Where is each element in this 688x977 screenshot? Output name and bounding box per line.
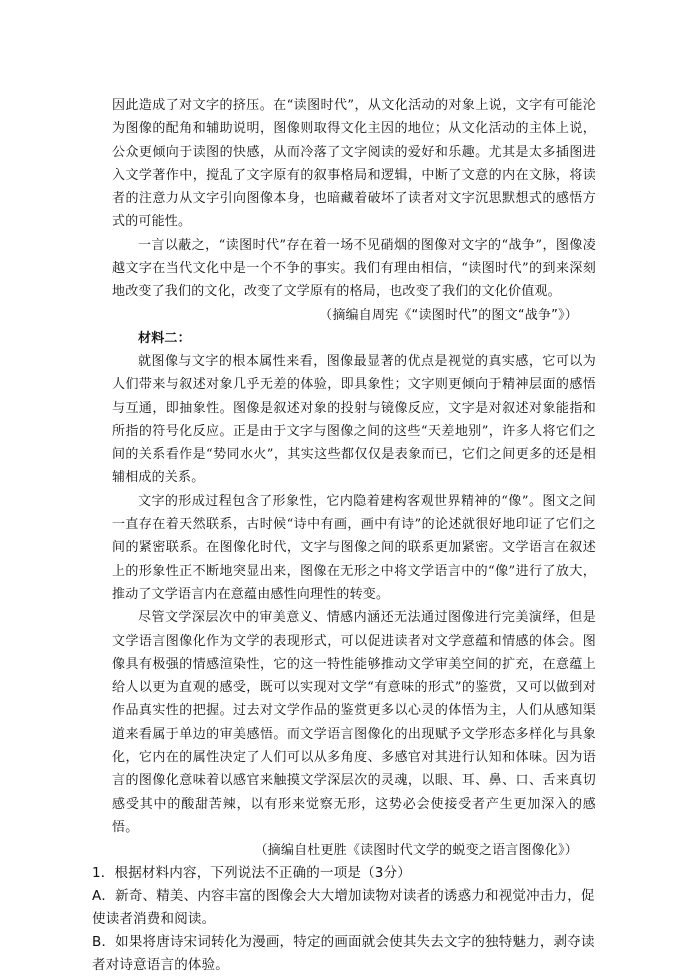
source-citation-1: （摘编自周宪《“读图时代”的图文“战争”》）: [319, 307, 578, 323]
source-citation-2: （摘编自杜更胜《读图时代文学的蜕变之语言图像化》）: [254, 843, 578, 859]
paragraph-3: 就图像与文字的根本属性来看，图像最显著的优点是视觉的真实感，它可以为人们带来与叙述对象几乎无差的体验，即具象性；文字则更倾向于精神层面的感悟与互通，即抽象性。图像是叙述对象的投射与镜像反应，文字是对叙述对象能指和所指的符号化反应。正是由于文字与图像之间的这些“天差地别”，许多人将它们之间的关系看作是“势同水火”，其实这些都仅仅是表象而已，它们之间更多的还是相辅相成的关系。: [112, 353, 596, 486]
material-two-heading: 材料二：: [138, 330, 191, 346]
paragraph-1: 因此造成了对文字的挤压。在“读图时代”，从文化活动的对象上说，文字有可能沦为图像的配角和辅助说明，图像则取得文化主因的地位；从文化活动的主体上说，公众更倾向于读图的快感，从而冷落了文字阅读的爱好和乐趣。尤其是太多插图进入文学著作中，搅乱了文字原有的叙事格局和逻辑，中断了文意的内在文脉，将读者的注意力从文字引向图像本身，也暗藏着破坏了读者对文字沉思默想式的感悟方式的可能性。: [112, 98, 596, 230]
paragraph-4: 文字的形成过程包含了形象性，它内隐着建构客观世界精神的“像”。图文之间一直存在着天然联系，古时候“诗中有画，画中有诗”的论述就很好地印证了它们之间的紧密联系。在图像化时代，文字与图像之间的联系更加紧密。文学语言在叙述上的形象性正不断地突显出来，图像在无形之中将文学语言中的“像”进行了放大，推动了文学语言内在意蕴由感性向理性的转变。: [112, 493, 596, 602]
option-a: A．新奇、精美、内容丰富的图像会大大增加读物对读者的诱惑力和视觉冲击力，促使读者消费和阅读。: [92, 888, 595, 928]
paragraph-2: 一言以蔽之，“读图时代”存在着一场不见硝烟的图像对文字的“战争”，图像凌越文字在当代文化中是一个不争的事实。我们有理由相信，“读图时代”的到来深刻地改变了我们的文化，改变了文学原有的格局，也改变了我们的文化价值观。: [112, 237, 596, 300]
question-1-stem: 1．根据材料内容，下列说法不正确的一项是（3分）: [92, 865, 411, 882]
option-b: B．如果将唐诗宋词转化为漫画，特定的画面就会使其失去文字的独特魅力，剥夺读者对诗意语言的体验。: [92, 934, 595, 974]
paragraph-5: 尽管文学深层次中的审美意义、情感内涵还无法通过图像进行完美演绎，但是文学语言图像化作为文学的表现形式，可以促进读者对文学意蕴和情感的体会。图像具有极强的情感渲染性，它的这一特性能够推动文学审美空间的扩充，在意蕴上给人以更为直观的感受，既可以实现对文学“有意味的形式”的鉴赏，又可以做到对作品真实性的把握。过去对文学作品的鉴赏更多以心灵的体悟为主，人们从感知渠道来看属于单边的审美感悟。而文学语言图像化的出现赋予文学形态多样化与具象化，它内在的属性决定了人们可以从多角度、多感官对其进行认知和体味。因为语言的图像化意味着以感官来触摸文学深层次的灵魂，以眼、耳、鼻、口、舌来真切感受其中的酸甜苦辣，以有形来觉察无形，这势必会使接受者产生更加深入的感悟。: [112, 610, 596, 835]
